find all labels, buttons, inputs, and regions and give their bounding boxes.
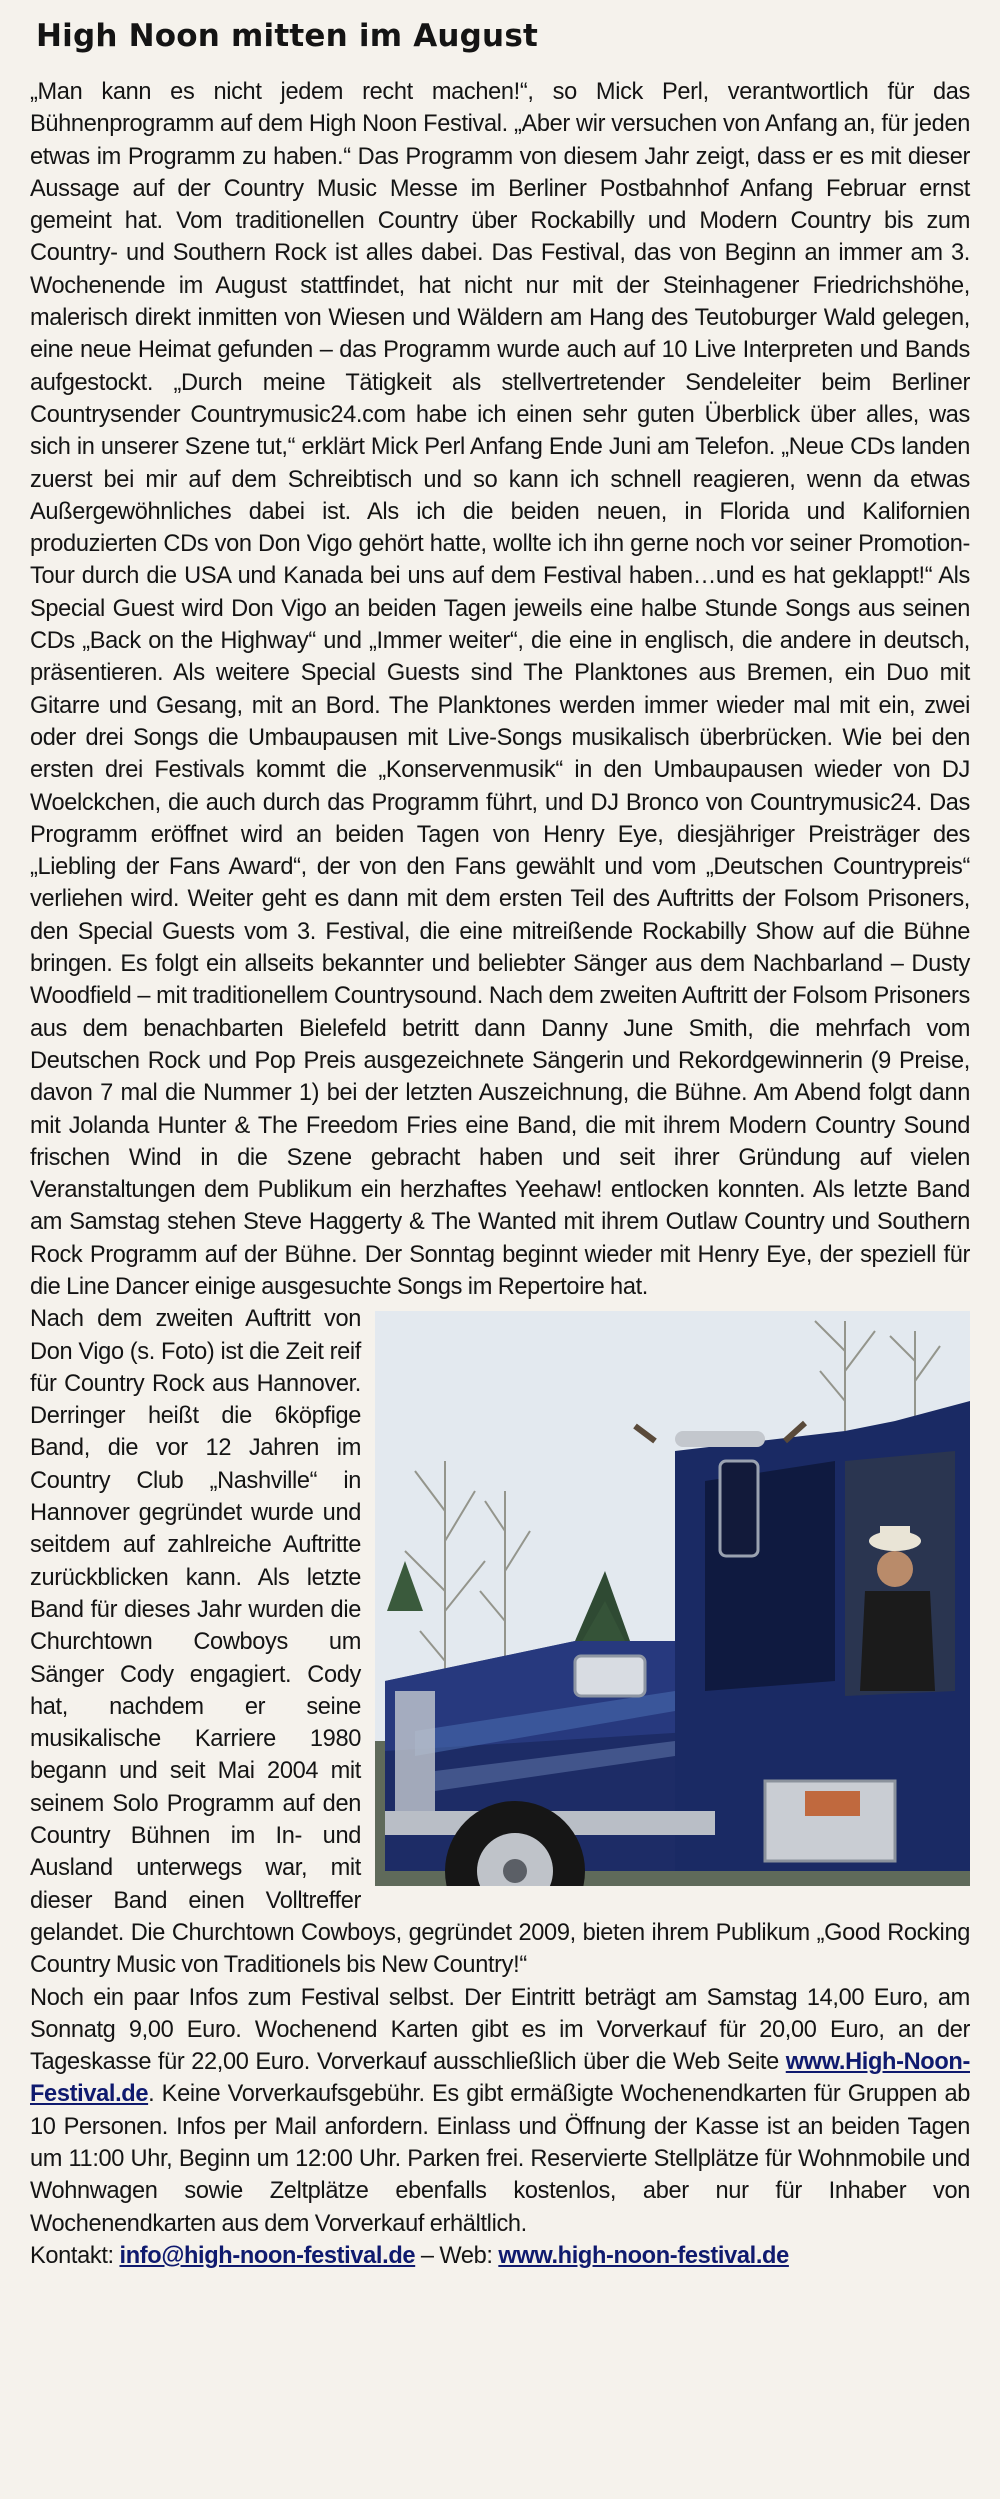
web-label: – Web: bbox=[415, 2242, 499, 2269]
truck-photo bbox=[375, 1311, 970, 1886]
article-paragraph-intro: „Man kann es nicht jedem recht machen!“, so Mick Perl, verantwortlich für das Bühnenprogramm auf dem High Noon Festival. „Aber wir versuchen von Anfang an, für jeden etwas im Programm zu haben.“ Das Programm von diesem Jahr zeigt, dass er es mit dieser Aussage auf der Country Music Messe im Berliner Postbahnhof Anfang Februar ernst gemeint hat. Vom traditionellen Country über Rockabilly und Modern Country bis zum Country- und Southern Rock ist alles dabei. Das Festival, das von Beginn an immer am 3. Wochenende im August stattfindet, hat nicht nur mit der Steinhagener Friedrichshöhe, malerisch direkt inmitten von Wiesen und Wäldern am Hang des Teutoburger Wald gelegen, eine neue Heimat gefunden – das Programm wurde auch auf 10 Live Interpreten und Bands aufgestockt. „Durch meine Tätigkeit als stellvertretender Sendeleiter beim Berliner Countrysender Countrymusic24.com habe ich einen sehr guten Überblick über alles, was sich in unserer Szene tut,“ erklärt Mick Perl Anfang Ende Juni am Telefon. „Neue CDs landen zuerst bei mir auf dem Schreibtisch und so kann ich schnell reagieren, wenn da etwas Außergewöhnliches dabei ist. Als ich die beiden neuen, in Florida und Kalifornien produzierten CDs von Don Vigo gehört hatte, wollte ich ihn gerne noch vor seiner Promotion-Tour durch die USA und Kanada bei uns auf dem Festival haben…und es hat geklappt!“ Als Special Guest wird Don Vigo an beiden Tagen jeweils eine halbe Stunde Songs aus seinen CDs „Back on the Highway“ und „Immer weiter“, die eine in englisch, die andere in deutsch, präsentieren. Als weitere Special Guests sind The Planktones aus Bremen, ein Duo mit Gitarre und Gesang, mit an Bord. The Planktones werden immer wieder mal mit ein, zwei oder drei Songs die Umbaupausen mit Live-Songs musikalisch überbrücken. Wie bei den ersten drei Festivals kommt die „Konservenmusik“ in den Umbaupausen wieder von DJ Woelckchen, die auch durch das Programm führt, und DJ Bronco von Countrymusic24. Das Programm eröffnet wird an beiden Tagen von Henry Eye, diesjähriger Preisträger des „Liebling der Fans Award“, der von den Fans gewählt und vom „Deutschen Countrypreis“ verliehen wird. Weiter geht es dann mit dem ersten Teil des Auftritts der Folsom Prisoners, den Special Guests vom 3. Festival, die eine mitreißende Rockabilly Show auf die Bühne bringen. Es folgt ein allseits bekannter und beliebter Sänger aus dem Nachbarland – Dusty Woodfield – mit traditionellem Countrysound. Nach dem zweiten Auftritt der Folsom Prisoners aus dem benachbarten Bielefeld betritt dann Danny June Smith, die mehrfach vom Deutschen Rock und Pop Preis ausgezeichnete Sängerin und Rekordgewinnerin (9 Preise, davon 7 mal die Nummer 1) bei der letzten Auszeichnung, die Bühne. Am Abend folgt dann mit Jolanda Hunter & The Freedom Fries eine Band, die mit ihrem Modern Country Sound frischen Wind in die Szene gebracht haben und seit ihrer Gründung auf vielen Veranstaltungen dem Publikum ein herzhaftes Yeehaw! entlocken konnten. Als letzte Band am Samstag stehen Steve Haggerty & The Wanted mit ihrem Outlaw Country und Southern Rock Programm auf der Bühne. Der Sonntag beginnt wieder mit Henry Eye, der speziell für die Line Dancer einige ausgesuchte Songs im Repertoire hat. bbox=[30, 79, 970, 1300]
truck-illustration bbox=[375, 1311, 970, 1886]
article-headline: High Noon mitten im August bbox=[36, 18, 538, 54]
article-paragraph-bands: Nach dem zweiten Auftritt von Don Vigo (s. Foto) ist die Zeit reif für Country Rock aus Hannover. Derringer heißt die 6köpfige Band, die vor 12 Jahren im Country Club „Nashville“ in Hannover gegründet wurde und seitdem auf zahlreiche Auftritte zurückblicken kann. Als letzte Band für dieses Jahr wurden die Churchtown Cowboys um Sänger Cody engagiert. Cody hat, nachdem er seine musikalische Karriere 1980 begann und seit Mai 2004 mit seinem Solo Programm auf den Country Bühnen im In- und Ausland unterwegs war, mit dieser Band einen Volltreffer gelandet. Die Churchtown Cowboys, gegründet 2009, bieten ihrem Publikum „Good Rocking Country Music von Traditionels bis New Country!“ bbox=[30, 1306, 970, 1979]
contact-label: Kontakt: bbox=[30, 2242, 120, 2269]
info-text-before-link: Noch ein paar Infos zum Festival selbst. Der Eintritt beträgt am Samstag 14,00 Euro, am Sonnatg 9,00 Euro. Wochenend Karten gibt es im Vorverkauf für 20,00 Euro, an der Tageskasse für 22,00 Euro. Vorverkauf ausschließlich über die Web Seite bbox=[30, 1984, 970, 2076]
contact-email-link[interactable]: info@high-noon-festival.de bbox=[119, 2242, 416, 2269]
festival-website-link[interactable]: www.High-Noon-Festival.de bbox=[30, 2049, 970, 2108]
article-paragraph-info bbox=[30, 1982, 970, 2240]
article-body bbox=[30, 76, 970, 2272]
info-text-after-link: . Keine Vorverkaufsgebühr. Es gibt ermäßigte Wochenendkarten für Gruppen ab 10 Personen. Infos per Mail anfordern. Einlass und Öffnung der Kasse ist an beiden Tagen um 11:00 Uhr, Beginn um 12:00 Uhr. Parken frei. Reservierte Stellplätze für Wohnmobile und Wohnwagen sowie Zeltplätze ebenfalls kostenlos, aber nur für Inhaber von Wochenendkarten aus dem Vorverkauf erhältlich. bbox=[30, 2081, 970, 2237]
web-link[interactable]: www.high-noon-festival.de bbox=[498, 2242, 789, 2269]
contact-line bbox=[30, 2240, 970, 2272]
